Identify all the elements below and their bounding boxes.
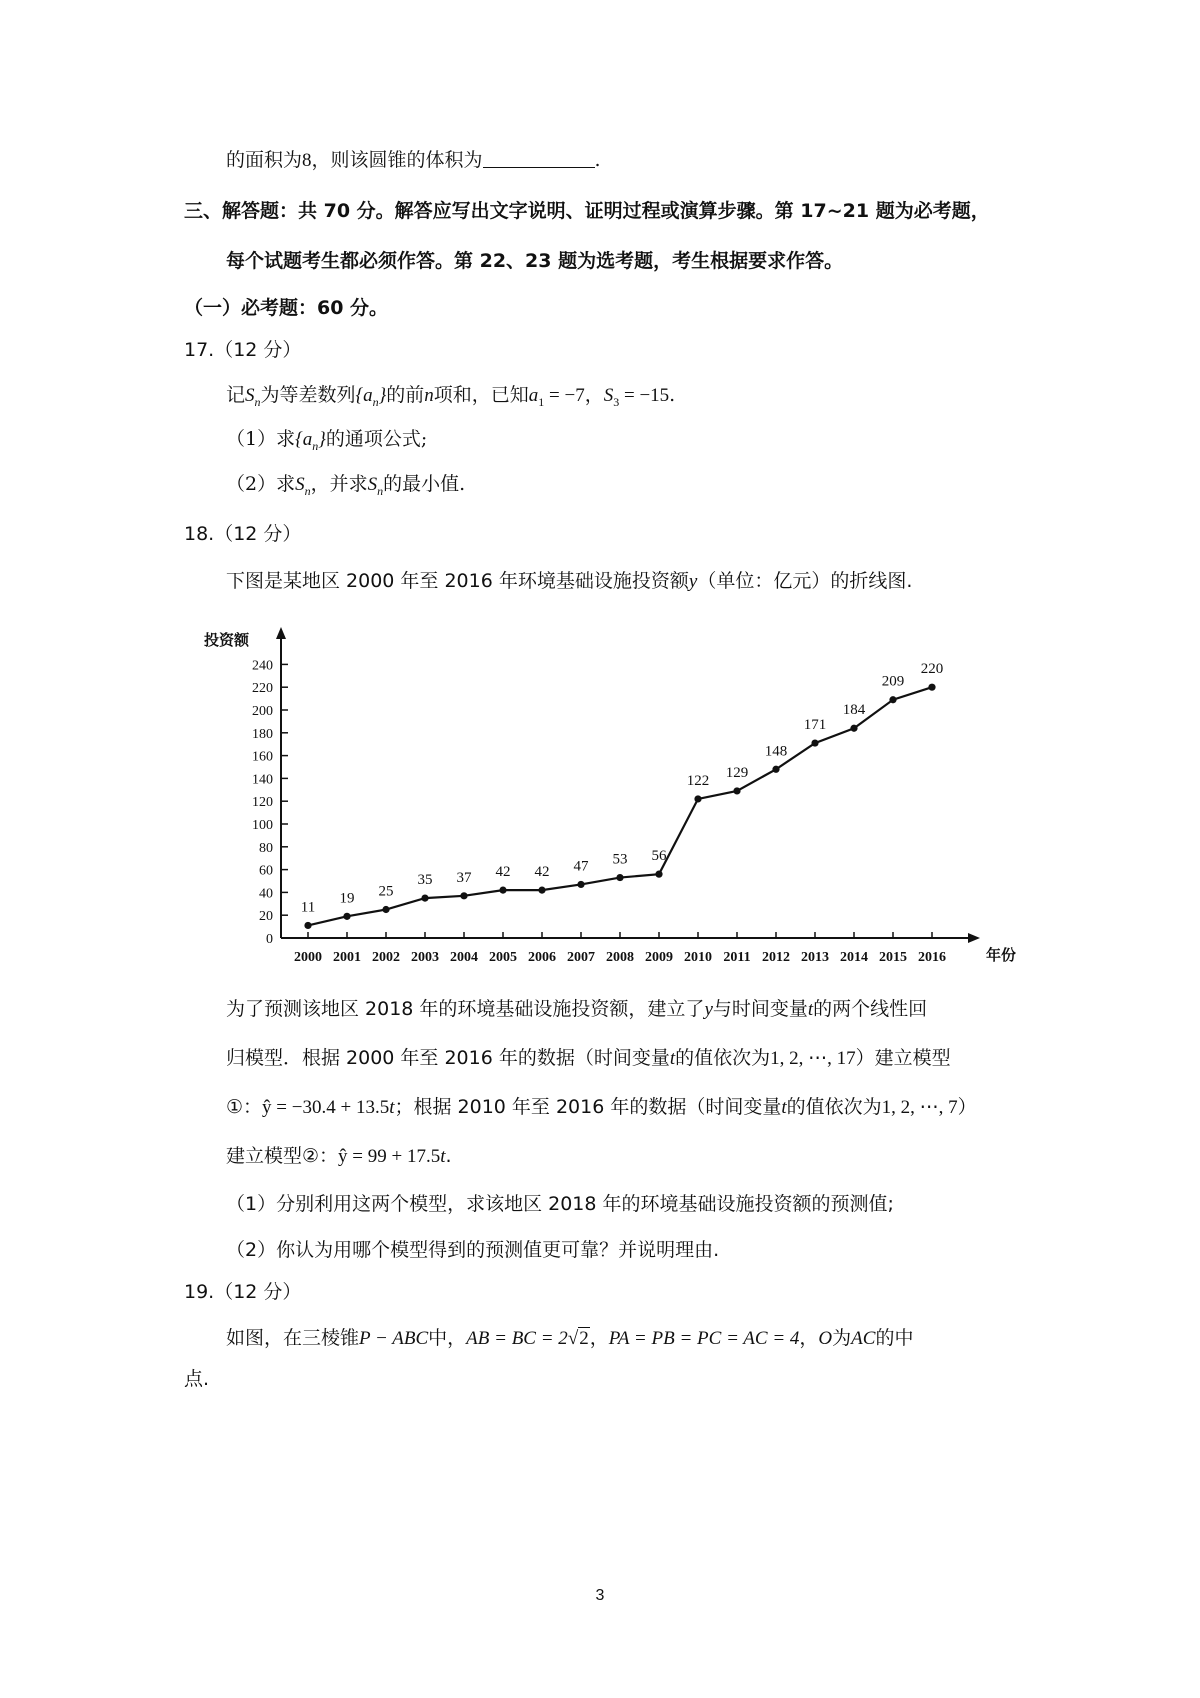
- x-tick-label: 2009: [645, 950, 673, 965]
- text-segment: 为: [832, 1327, 852, 1349]
- math-t: t: [807, 999, 814, 1020]
- question-18-part-2: （2）你认为用哪个模型得到的预测值更可靠？并说明理由.: [226, 1239, 720, 1261]
- data-label: 25: [378, 883, 394, 900]
- data-point: [850, 725, 857, 732]
- text-segment: （单位：亿元）的折线图.: [697, 570, 913, 592]
- x-tick-label: 2005: [489, 950, 517, 965]
- x-tick-label: 2001: [333, 950, 361, 965]
- data-point: [772, 766, 779, 773]
- math-an: {a: [295, 429, 313, 450]
- data-label: 37: [456, 869, 472, 886]
- x-tick-label: 2007: [567, 950, 595, 965]
- data-label: 148: [764, 743, 788, 760]
- y-tick-label: 200: [252, 704, 273, 719]
- text-segment: 的最小值.: [383, 473, 466, 495]
- math-brace: }: [378, 385, 387, 406]
- question-18-part-1: （1）分别利用这两个模型，求该地区 2018 年的环境基础设施投资额的预测值;: [226, 1193, 894, 1215]
- question-18-stem: [226, 567, 912, 596]
- data-point: [499, 887, 506, 894]
- math-y: y: [688, 571, 698, 592]
- math-n: n: [424, 385, 434, 406]
- y-tick-label: 60: [259, 863, 273, 879]
- math-S: S: [245, 385, 255, 406]
- y-tick-label: 160: [252, 749, 273, 765]
- x-axis-title: 年份: [986, 946, 1017, 964]
- x-tick-label: 2016: [918, 950, 946, 965]
- question-18-text-3: [226, 1093, 977, 1122]
- question-18-text-2: [226, 1044, 951, 1073]
- y-tick-label: 0: [266, 932, 273, 947]
- math-t: t: [389, 1097, 395, 1118]
- math-sub: n: [304, 483, 311, 498]
- data-label: 129: [725, 764, 749, 781]
- text-segment: 的通项公式;: [325, 428, 428, 450]
- model-2-equation: ŷ = 99 + 17.5: [338, 1146, 441, 1167]
- x-tick-label: 2008: [606, 950, 634, 965]
- text-segment: 归模型．根据 2000 年至 2016 年的数据（时间变量: [226, 1047, 670, 1069]
- math-pyramid: P − ABC: [359, 1328, 429, 1349]
- math-sub: 1: [538, 394, 545, 409]
- text-segment: 项和，已知: [433, 384, 529, 406]
- x-axis-arrow: [968, 933, 980, 943]
- question-18-text-1: [226, 995, 927, 1024]
- y-tick-label: 240: [252, 658, 273, 674]
- text-segment: 如图，在三棱锥: [226, 1327, 360, 1349]
- text-segment: 为等差数列: [260, 384, 356, 406]
- text-segment: 为了预测该地区 2018 年的环境基础设施投资额，建立了: [226, 998, 705, 1020]
- data-label: 220: [920, 661, 944, 678]
- math-sequence: 1, 2, ⋯, 7: [881, 1097, 958, 1118]
- y-tick-label: 140: [252, 772, 273, 788]
- question-19-stem-cont: 点.: [184, 1368, 210, 1390]
- text-segment: ）建立模型: [855, 1047, 951, 1069]
- math-AC: AC: [851, 1328, 876, 1349]
- math-y: y: [704, 999, 713, 1020]
- question-17-part-1: [226, 425, 427, 460]
- question-19-number: 19.（12 分）: [184, 1281, 302, 1303]
- text-segment: 的值依次为: [675, 1047, 771, 1069]
- data-point: [811, 739, 818, 746]
- data-point: [421, 895, 428, 902]
- text-segment: ①：: [226, 1096, 263, 1118]
- data-point: [928, 684, 935, 691]
- part-heading: （一）必考题：60 分。: [184, 297, 389, 319]
- text-segment: .: [594, 149, 601, 171]
- data-label: 56: [651, 848, 667, 865]
- x-tick-label: 2015: [879, 950, 907, 965]
- x-tick-label: 2006: [528, 950, 556, 965]
- x-tick-label: 2011: [723, 950, 751, 965]
- y-tick-label: 100: [252, 818, 273, 833]
- data-point: [694, 795, 701, 802]
- y-axis-arrow: [276, 627, 286, 639]
- math-brace: }: [318, 429, 326, 450]
- math-sqrt: 2: [579, 1328, 589, 1349]
- data-point: [538, 887, 545, 894]
- y-tick-label: 220: [252, 681, 273, 697]
- text-segment: 的两个线性回: [813, 998, 928, 1020]
- x-tick-label: 2003: [411, 950, 439, 965]
- text-segment: ；根据 2010 年至 2016 年的数据（时间变量: [394, 1096, 782, 1118]
- math-sub: n: [377, 483, 384, 498]
- text-segment: （1）求: [226, 428, 296, 450]
- math-t: t: [669, 1048, 676, 1069]
- y-tick-label: 20: [259, 909, 273, 925]
- data-label: 11: [300, 899, 316, 916]
- question-18-text-4: [226, 1142, 452, 1171]
- model-1-equation: ŷ = −30.4 + 13.5: [262, 1097, 390, 1118]
- math-sequence: 1, 2, ⋯, 17: [770, 1048, 856, 1069]
- math-t: t: [440, 1146, 446, 1167]
- text-segment: .: [669, 384, 676, 406]
- math-sub: n: [372, 394, 379, 409]
- question-17-part-2: [226, 470, 465, 505]
- text-segment: 的面积为: [226, 149, 303, 171]
- page-number: 3: [595, 1587, 605, 1604]
- q16-continuation: [226, 146, 601, 175]
- data-label: 184: [842, 702, 866, 719]
- text-segment: （2）求: [226, 473, 296, 495]
- y-tick-label: 80: [259, 840, 273, 856]
- data-point: [577, 881, 584, 888]
- y-tick-label: 120: [252, 795, 273, 811]
- question-17-number: 17.（12 分）: [184, 339, 302, 361]
- math-S3: S: [603, 385, 614, 406]
- text-segment: 的值依次为: [786, 1096, 882, 1118]
- data-point: [343, 913, 350, 920]
- math-equation: PA = PB = PC = AC = 4: [608, 1328, 800, 1349]
- data-label: 42: [495, 864, 511, 881]
- investment-line-chart: [186, 620, 1017, 970]
- series-line: [308, 687, 932, 925]
- x-tick-label: 2010: [684, 950, 712, 965]
- text-segment: ，: [799, 1327, 819, 1349]
- math-value: = −7: [544, 385, 585, 406]
- x-tick-label: 2004: [450, 950, 478, 965]
- question-19-stem: 如图，在三棱锥P − ABC中，AB = BC = 2√2，PA = PB = PC = AC = 4，O为AC的中: [226, 1327, 914, 1349]
- data-label: 122: [686, 772, 710, 789]
- data-point: [460, 892, 467, 899]
- data-label: 171: [803, 717, 827, 734]
- math-equation: AB = BC = 2: [466, 1328, 568, 1349]
- answer-blank[interactable]: [483, 149, 595, 168]
- text-segment: 中，: [428, 1327, 467, 1349]
- x-tick-label: 2013: [801, 950, 829, 965]
- math-O: O: [818, 1328, 833, 1349]
- data-point: [616, 874, 623, 881]
- data-point: [655, 871, 662, 878]
- math-value: 8: [302, 150, 312, 171]
- y-axis-title: 投资额: [204, 631, 250, 649]
- math-S: S: [295, 474, 305, 495]
- data-label: 42: [534, 864, 550, 881]
- math-an: {a: [355, 385, 373, 406]
- math-S: S: [367, 474, 378, 495]
- section-heading: 三、解答题：共 70 分。解答应写出文字说明、证明过程或演算步骤。第 17~21 题为必考题，: [184, 200, 990, 222]
- text-segment: ，则该圆锥的体积为: [311, 149, 483, 171]
- data-label: 19: [339, 890, 355, 907]
- text-segment: ，: [589, 1327, 609, 1349]
- y-tick-label: 40: [259, 886, 273, 902]
- text-segment: 的前: [386, 384, 425, 406]
- x-tick-label: 2014: [840, 950, 868, 965]
- math-sub: n: [254, 394, 261, 409]
- data-point: [382, 906, 389, 913]
- x-tick-label: 2012: [762, 950, 790, 965]
- question-18-number: 18.（12 分）: [184, 523, 302, 545]
- text-segment: ，: [584, 384, 604, 406]
- data-point: [304, 922, 311, 929]
- math-sub: 3: [613, 394, 620, 409]
- math-t: t: [781, 1097, 787, 1118]
- text-segment: ，并求: [310, 473, 368, 495]
- data-label: 53: [612, 851, 628, 868]
- x-tick-label: 2000: [294, 950, 322, 965]
- question-17-stem: [226, 381, 675, 416]
- data-label: 47: [573, 858, 589, 875]
- data-point: [889, 696, 896, 703]
- math-value: = −15: [619, 385, 670, 406]
- x-tick-label: 2002: [372, 950, 400, 965]
- text-segment: 建立模型②：: [226, 1145, 339, 1167]
- math-sub: n: [312, 438, 319, 453]
- text-segment: 下图是某地区 2000 年至 2016 年环境基础设施投资额: [226, 570, 689, 592]
- text-segment: .: [445, 1145, 452, 1167]
- text-segment: 与时间变量: [712, 998, 808, 1020]
- section-heading-cont: 每个试题考生都必须作答。第 22、23 题为选考题，考生根据要求作答。: [226, 250, 844, 272]
- data-label: 35: [417, 872, 433, 889]
- text-segment: 的中: [875, 1327, 914, 1349]
- text-segment: ）: [957, 1096, 977, 1118]
- math-a1: a: [528, 385, 539, 406]
- data-label: 209: [881, 673, 905, 690]
- data-point: [733, 787, 740, 794]
- y-tick-label: 180: [252, 726, 273, 742]
- text-segment: 记: [226, 384, 246, 406]
